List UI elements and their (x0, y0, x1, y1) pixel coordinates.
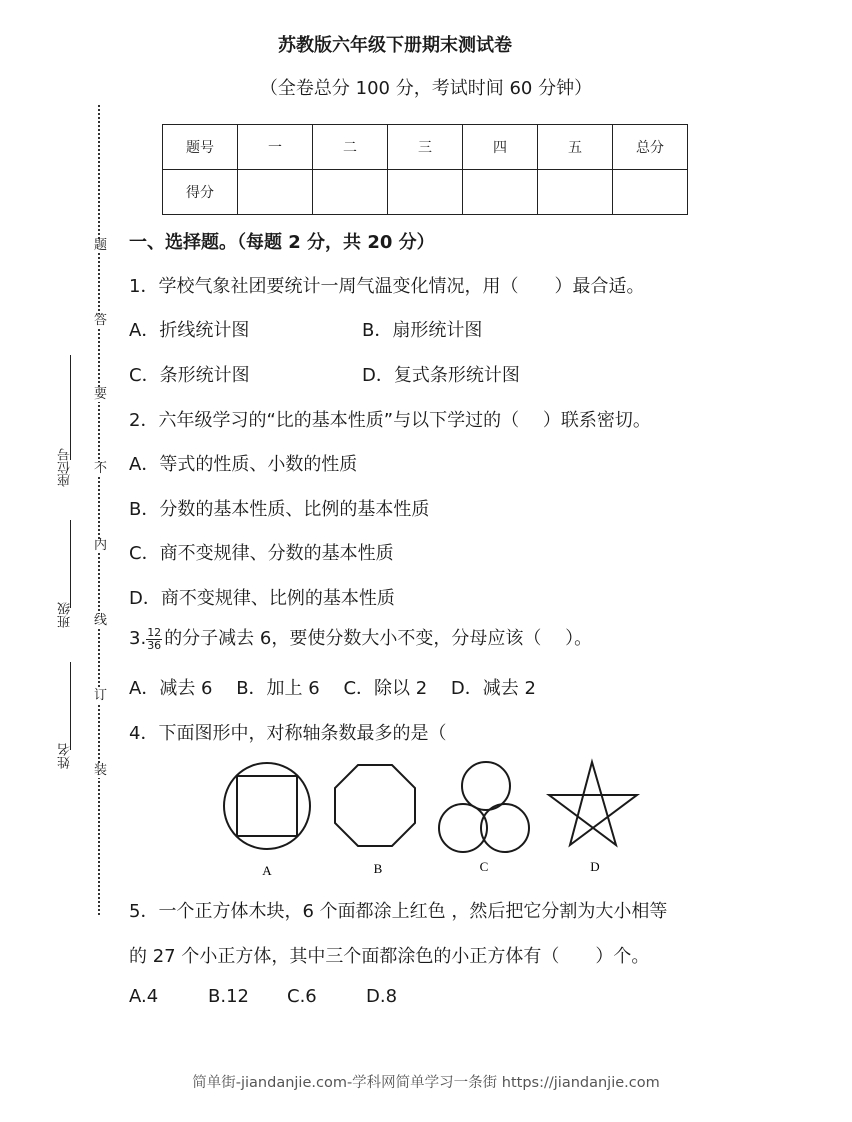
question-1-option-c: C．条形统计图 (129, 365, 250, 386)
name-label: 姓名 (58, 743, 73, 769)
symmetry-shapes-figure (218, 757, 648, 882)
question-3-stem: 的分子减去 6，要使分数大小不变，分母应该（ ）。 (164, 628, 593, 649)
binding-char: 订 (94, 688, 108, 703)
question-2-option-d: D．商不变规律、比例的基本性质 (129, 588, 395, 609)
shape-d-label: D (590, 859, 600, 874)
class-line[interactable] (70, 520, 71, 608)
fraction (146, 627, 162, 652)
section-heading: 一、选择题。（每题 2 分，共 20 分） (129, 232, 435, 253)
binding-char: 内 (94, 538, 108, 553)
question-3-options: A．减去 6 B．加上 6 C．除以 2 D．减去 2 (129, 678, 536, 699)
score-input-cell[interactable] (463, 170, 538, 215)
table-cell: 题号 (163, 125, 238, 170)
score-table-score-row (163, 170, 688, 215)
question-2-option-c: C．商不变规律、分数的基本性质 (129, 543, 394, 564)
page-subtitle: （全卷总分 100 分，考试时间 60 分钟） (259, 78, 593, 99)
table-cell: 四 (463, 125, 538, 170)
binding-char: 不 (94, 461, 108, 476)
question-5-option-c: C.6 (287, 986, 317, 1007)
question-5-line-1: 5．一个正方体木块，6 个面都涂上红色 ，然后把它分割为大小相等 (129, 901, 668, 922)
question-5-line-2: 的 27 个小正方体，其中三个面都涂色的小正方体有（ ）个。 (129, 946, 650, 967)
question-1-stem: 1．学校气象社团要统计一周气温变化情况，用（ ）最合适。 (129, 276, 645, 297)
question-2-option-a: A．等式的性质、小数的性质 (129, 454, 358, 475)
question-5-option-a: A.4 (129, 986, 159, 1007)
shape-d-star (549, 762, 637, 845)
name-line[interactable] (70, 662, 71, 750)
shape-a-circle-with-square (224, 763, 310, 849)
shape-c-three-circles (439, 762, 529, 852)
table-cell: 五 (538, 125, 613, 170)
fraction-denominator: 36 (147, 638, 162, 652)
question-1-option-a: A．折线统计图 (129, 320, 250, 341)
binding-char: 线 (94, 613, 108, 628)
binding-char: 要 (94, 387, 108, 402)
class-label: 班级 (58, 602, 73, 628)
question-3-prefix: 3. (129, 628, 147, 649)
page-footer: 简单街-jiandanjie.com-学科网简单学习一条街 https://jiandanjie.com (192, 1075, 660, 1091)
binding-char: 答 (94, 313, 108, 328)
binding-char: 装 (94, 763, 108, 778)
table-cell: 三 (388, 125, 463, 170)
table-cell: 总分 (613, 125, 688, 170)
question-5-option-d: D.8 (366, 986, 398, 1007)
shape-b-label: B (373, 861, 383, 876)
score-table (162, 124, 688, 215)
score-input-cell[interactable] (388, 170, 463, 215)
page-title: 苏教版六年级下册期末测试卷 (278, 35, 512, 56)
seat-number-line[interactable] (70, 355, 71, 460)
score-input-cell[interactable] (313, 170, 388, 215)
score-input-cell[interactable] (613, 170, 688, 215)
table-cell: 一 (238, 125, 313, 170)
question-4-stem: 4．下面图形中，对称轴条数最多的是（ (129, 723, 447, 744)
shape-c-label: C (479, 859, 489, 874)
question-3-stem-line (129, 624, 592, 652)
question-2-stem: 2．六年级学习的“比的基本性质”与以下学过的（ ）联系密切。 (129, 410, 651, 431)
binding-char: 题 (94, 238, 108, 253)
table-cell: 得分 (163, 170, 238, 215)
shape-b-octagon (335, 765, 415, 846)
question-1-option-d: D．复式条形统计图 (362, 365, 520, 386)
score-table-header-row (163, 125, 688, 170)
question-5-option-b: B.12 (208, 986, 249, 1007)
shape-a-label: A (262, 863, 272, 878)
seat-number-label: 座位号 (58, 448, 73, 487)
score-input-cell[interactable] (538, 170, 613, 215)
binding-dotted-line (98, 105, 100, 915)
question-2-option-b: B．分数的基本性质、比例的基本性质 (129, 499, 430, 520)
fraction-numerator: 12 (147, 625, 162, 639)
question-1-option-b: B．扇形统计图 (362, 320, 483, 341)
score-input-cell[interactable] (238, 170, 313, 215)
table-cell: 二 (313, 125, 388, 170)
